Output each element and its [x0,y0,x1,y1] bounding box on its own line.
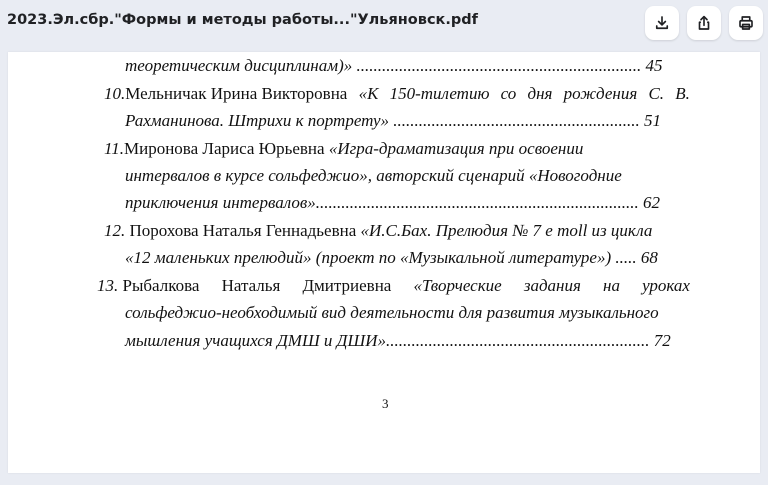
toc-entry-11-line-3: приключения интервалов»............................................................................ 62 [125,193,660,212]
toc-entry-13-line-2: сольфеджио-необходимый вид деятельности для развития музыкального [125,303,659,322]
toc-entry-12-line-2: «12 маленьких прелюдий» (проект по «Музыкальной литературе») ..... 68 [125,248,658,267]
toc-entry-13-line-3: мышления учащихся ДМШ и ДШИ».............................................................. 72 [125,331,671,350]
toc-entry-13-line-1: 13. Рыбалкова Наталья Дмитриевна «Творческие задания на уроках [97,276,690,295]
print-icon [737,14,755,32]
print-button[interactable] [729,6,763,40]
toc-entry-11-line-1: 11.Миронова Лариса Юрьевна «Игра-драматизация при освоении [104,139,584,158]
page-number: 3 [382,396,389,411]
toc-entry-10-line-1: 10.Мельничак Ирина Викторовна «К 150-тилетию со дня рождения С. В. [104,84,690,103]
download-icon [653,14,671,32]
document-title: 2023.Эл.сбр."Формы и методы работы..."Ульяновск.pdf [7,12,478,28]
pdf-page [8,52,760,473]
toc-entry-10-line-2: Рахманинова. Штрихи к портрету» .......................................................... 51 [125,111,662,130]
share-button[interactable] [687,6,721,40]
top-bar [0,0,768,48]
share-icon [695,14,713,32]
toc-continuation: теоретическим дисциплинам)» ................................................................... 45 [125,56,663,75]
toc-entry-12-line-1: 12. Порохова Наталья Геннадьевна «И.С.Бах. Прелюдия № 7 e moll из цикла [104,221,653,240]
download-button[interactable] [645,6,679,40]
toc-entry-11-line-2: интервалов в курсе сольфеджио», авторский сценарий «Новогодние [125,166,622,185]
